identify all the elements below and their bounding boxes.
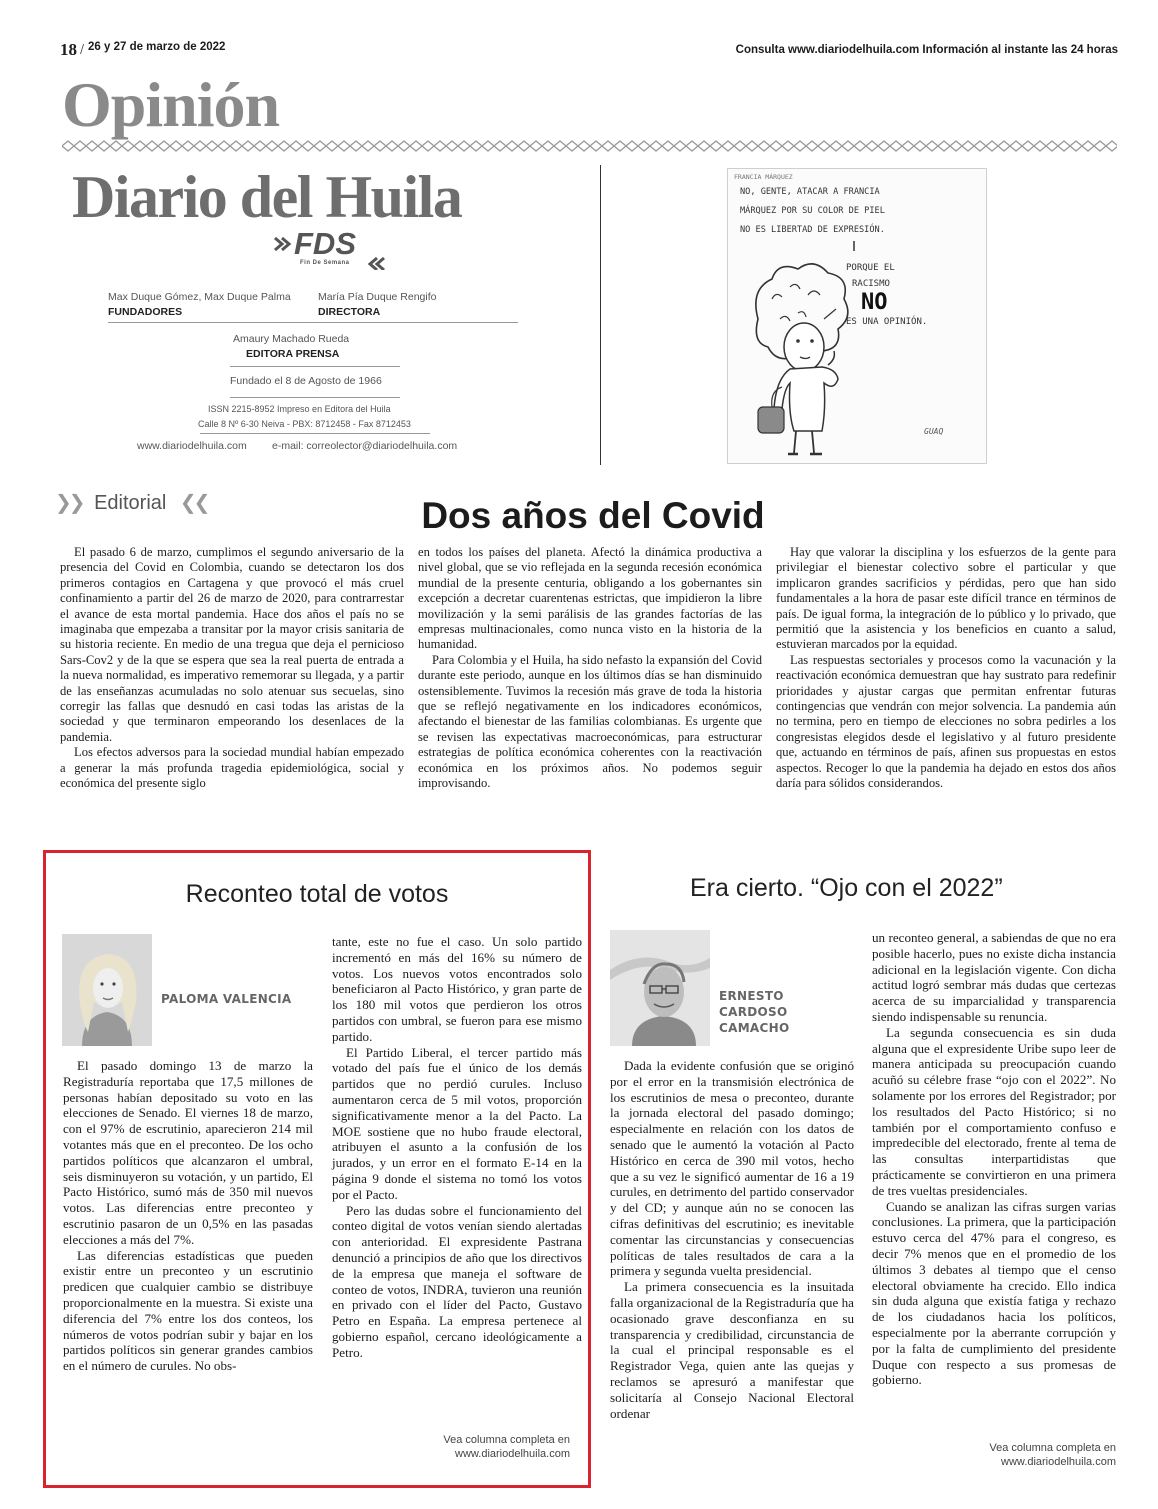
column-left-author: PALOMA VALENCIA <box>161 992 292 1006</box>
author-line: CARDOSO <box>719 1005 788 1019</box>
paragraph: El Partido Liberal, el tercer partido más votado del país fue el único de los demás partidos que no perdió curules. Incluso aumentaron cerca de 5 mil votos, proporción significativamente menor a la del Pacto. La MOE sostiene que no hubo fraude electoral, atribuyen el asunto a la confusión de los jurados, y un error en el formato E-14 en la página 9 donde el sistema no tomó los votos por el Pacto. <box>332 1044 582 1202</box>
column-left-more-label: Vea columna completa en <box>443 1434 570 1446</box>
column-left-more-link[interactable]: www.diariodelhuila.com <box>455 1448 570 1460</box>
cartoon-line-7: ES UNA OPINIÓN. <box>846 317 928 327</box>
author-portrait-icon <box>62 934 152 1046</box>
director-role: DIRECTORA <box>318 306 381 318</box>
author-photo <box>610 930 710 1046</box>
fds-logo <box>272 226 387 270</box>
masthead-web[interactable]: www.diariodelhuila.com <box>137 440 247 452</box>
address: Calle 8 Nº 6-30 Neiva - PBX: 8712458 - Fax 8712453 <box>198 419 411 429</box>
director-name: María Pía Duque Rengifo <box>318 291 437 303</box>
page-separator: / <box>80 42 85 56</box>
paragraph: Pero las dudas sobre el funcionamiento del conteo digital de votos venían siendo alertadas con anterioridad. El expresidente Pastrana denunció a principios de año que los directivos de la empresa que maneja el software de conteo de votos, INDRA, tuvieron una reunión en privado con el líder del Pacto, Gustavo Petro en España. La empresa pertenece al gobierno español, cercano ideológicamente a Petro. <box>332 1202 582 1360</box>
masthead-email[interactable]: e-mail: correolector@diariodelhuila.com <box>272 440 458 452</box>
paragraph: Las respuestas sectoriales y procesos como la vacunación y la reactivación económica demuestran que hay sustrato para redefinir prioridades y ajustar cargas que permitan enfrentar futuras contingencias que vendrán con mejor solvencia. La pandemia aún no termina, pero en tiempo de elecciones no sobra pedirles a los congresistas elegidos desde el legislativo y al futuro presidente que, actuando en términos de país, afinen sus propuestas en estos aspectos. Recoger lo que la pandemia ha dejado en estos dos años daría para sólidos considerandos. <box>776 652 1116 791</box>
founders-role: FUNDADORES <box>108 306 183 318</box>
editorial-column-3 <box>776 545 1116 792</box>
paragraph: El pasado domingo 13 de marzo la Registraduría reportaba que 17,5 millones de personas habían depositado su voto en las elecciones de Senado. El viernes 18 de marzo, con el 97% de escrutinio, aparecieron 214 mil votantes más que en el preconteo. De los ocho partidos políticos que alcanzaron el umbral, seis disminuyeron su votación, y un partido, El Pacto Histórico, sumó más de 350 mil nuevos votos. Las diferencias entre preconteo y escrutinio pasaron de un 0,5% en las pasadas elecciones a más del 7%. <box>63 1058 313 1247</box>
editorial-cartoon <box>727 168 987 464</box>
author-portrait-icon <box>610 930 710 1046</box>
paragraph: El pasado 6 de marzo, cumplimos el segundo aniversario de la presencia del Covid en Colombia, cuando se detectaron los dos primeros contagios en Cartagena y que provocó el más cruel confinamiento a partir del 26 de marzo de 2020, para contrarrestar el avance de esta mortal pandemia. Hace dos años el país no se imaginaba que empezaba a transitar por la mayor crisis sanitaria de su historia reciente. En medio de una tregua que deja el pernicioso Sars-Cov2 y de la que se espera que sea la real puerta de entrada a la nueva normalidad, es imperativo rememorar su llegada, y a partir de las enseñanzas acumuladas no solo atenuar sus secuelas, sino corregir las fallas que desnudó en casi todas las aristas de la sociedad y que terminaron empeorando los desenlaces de la pandemia. <box>60 545 404 744</box>
column-right-title: Era cierto. “Ojo con el 2022” <box>690 874 1003 902</box>
masthead-rule <box>230 366 400 367</box>
author-line: ERNESTO <box>719 989 784 1003</box>
section-title: Opinión <box>62 69 280 140</box>
masthead-rule <box>108 322 518 323</box>
cartoon-line-4: PORQUE EL <box>846 263 895 273</box>
paragraph: Hay que valorar la disciplina y los esfuerzos de la gente para privilegiar el bienestar colectivo sobre el particular y que implicaron grandes sacrificios y pérdidas, pero que han sido fundamentales a la hora de pasar este difícil trance en términos de país. De igual forma, la integración de lo público y lo privado, que permitió que la asistencia y los beneficios en cuanto a salud, estuvieran marcados por la equidad. <box>776 545 1116 652</box>
cartoon-line-2: MÁRQUEZ POR SU COLOR DE PIEL <box>740 206 885 216</box>
column-left-title: Reconteo total de votos <box>185 880 449 908</box>
editor-role: EDITORA PRENSA <box>246 348 340 360</box>
editorial-headline: Dos años del Covid <box>421 495 765 536</box>
paragraph: La primera consecuencia es la insuitada falla organizacional de la Registraduría que ha ocasionado grave desconfianza en su transparencia y credibilidad, circunstancia de la cual el principal responsable es el Registrador Vega, quien ante las quejas y reclamos se apresuró a manifestar que solicitaría al Consejo Nacional Electoral ordenar <box>610 1279 854 1421</box>
paragraph: en todos los países del planeta. Afectó la dinámica productiva a nivel global, que se vio reflejada en la segunda recesión económica mundial de la presente centuria, obligando a los gobernantes sin excepción a decretar cuarentenas estrictas, que impidieron la libre movilización y la semi parálisis de las grandes factorías de las empresas multinacionales, como nunca visto en la historia de la humanidad. <box>418 545 762 652</box>
page-date: 26 y 27 de marzo de 2022 <box>88 41 226 53</box>
masthead-rule <box>230 397 400 398</box>
issn: ISSN 2215-8952 Impreso en Editora del Huila <box>208 404 391 414</box>
paragraph: Las diferencias estadísticas que pueden existir entre un preconteo y un escrutinio predicen que cualquier cambio se distribuye proporcionalmente en la muestra. Si existe una diferencia del 7% entre los dos conteos, los números de votos podrían subir y bajar en los partidos políticos sin generar grandes cambios en el número de curules. No obs- <box>63 1247 313 1374</box>
paragraph: La segunda consecuencia es sin duda alguna que el expresidente Uribe supo leer de manera anticipada su preocupación cuando acuñó su célebre frase “ojo con el 2022”. No solamente por los errores del Registrador; por los resultados del Pacto Histórico; si no también por el comportamiento confuso e impredecible del electorado, frente al tema de las consultas interpartidistas que prácticamente se convirtieron en una primera de tres vueltas presidenciales. <box>872 1024 1116 1198</box>
masthead-divider <box>600 165 601 465</box>
column-right-text-1 <box>610 1058 854 1421</box>
paragraph: Los efectos adversos para la sociedad mundial habían empezado a generar la más profunda tragedia epidemiológica, social y económica del presente siglo <box>60 745 404 791</box>
website-banner[interactable]: Consulta www.diariodelhuila.com Información al instante las 24 horas <box>735 44 1118 56</box>
editorial-column-2 <box>418 545 762 792</box>
newspaper-logo: Diario del Huila <box>72 164 462 230</box>
page-number: 18 <box>60 40 77 59</box>
fds-text: FDS <box>294 226 356 261</box>
paragraph: Cuando se analizan las cifras surgen varias conclusiones. La primera, que la participación estuvo cerca del 47% para el congreso, es decir 7% menos que en el promedio de los últimos 3 debates al tiempo que el censo electoral obviamente ha crecido. Ello indica sin duda alguna que existía fatiga y rechazo de los ciudadanos hacia los políticos, especialmente por la aberrante corrupción y por la falta de cumplimiento del presidente Duque con respecto a sus promesas de gobierno. <box>872 1198 1116 1388</box>
column-right-text-2 <box>872 930 1116 1388</box>
column-right-more-link[interactable]: www.diariodelhuila.com <box>1001 1456 1116 1468</box>
editor-name: Amaury Machado Rueda <box>233 333 350 345</box>
chevron-left-icon: ❮❮ <box>179 492 208 514</box>
author-photo <box>62 934 152 1046</box>
paragraph: Dada la evidente confusión que se originó por el error en la transmisión electrónica de los escrutinios de mesa o preconteo, durante la jornada electoral del pasado domingo; especialmente en relación con los datos de senado que le aumentó la votación al Pacto Histórico en cerca de 390 mil votos, hecho que a su vez le significó aumentar de 16 a 19 curules, en detrimento del partido conservador y del CD; y aunque aún no se conocen las cifras definitivas del escrutinio; es inevitable comentar las circunstancias y consecuencias políticas de tales resultados de cara a la primera y segunda vuelta presidencial. <box>610 1058 854 1279</box>
masthead-rule <box>200 433 430 434</box>
cartoon-line-1: NO, GENTE, ATACAR A FRANCIA <box>740 187 880 197</box>
cartoon-line-6: NO <box>861 290 888 315</box>
paragraph: un reconteo general, a sabiendas de que no era posible hacerlo, pues no existe dicha instancia adicional en la legislación vigente. Con dicha actitud logró sembrar más dudas que certezas acerca de su imparcialidad y transparencia siendo indispensable su renuncia. <box>872 930 1116 1024</box>
editorial-kicker-label: Editorial <box>94 492 167 514</box>
column-left-text-1 <box>63 1058 313 1374</box>
decorative-divider <box>62 140 1117 152</box>
chevron-right-icon: ❯❯ <box>55 492 83 514</box>
cartoon-label: FRANCIA MÁRQUEZ <box>734 173 793 181</box>
cartoon-drawing-icon <box>728 169 988 465</box>
founded-date: Fundado el 8 de Agosto de 1966 <box>230 375 382 387</box>
column-right-author <box>719 988 789 1036</box>
cartoon-signature: GUAQ <box>924 427 944 436</box>
cartoon-line-3: NO ES LIBERTAD DE EXPRESIÓN. <box>740 225 885 235</box>
author-line: CAMACHO <box>719 1021 790 1035</box>
founders-names: Max Duque Gómez, Max Duque Palma <box>108 291 291 303</box>
editorial-column-1 <box>60 545 404 792</box>
column-right-more-label: Vea columna completa en <box>989 1442 1116 1454</box>
paragraph: Para Colombia y el Huila, ha sido nefasto la expansión del Covid durante este periodo, aunque en los últimos días se han disminuido ostensiblemente. Tuvimos la recesión más grave de toda la historia que se reflejó negativamente en los indicadores económicos, afectando el bienestar de las familias colombianas. Es urgente que se revisen las expectativas macroeconómicas, para estructurar estrategias de política económica coherentes con la reactivación económica en los próximos años. No podemos seguir improvisando. <box>418 652 762 791</box>
fds-caption: Fin De Semana <box>300 260 350 266</box>
column-left-text-2 <box>332 934 582 1361</box>
paragraph: tante, este no fue el caso. Un solo partido incrementó en más del 16% su número de votos. Los nuevos votos encontrados solo beneficiaron al Pacto Histórico, y gran parte de los 180 mil votos que perdieron los otros partidos con umbral, se fueron para ese mismo partido. <box>332 934 582 1044</box>
cartoon-line-5: RACISMO <box>852 279 890 289</box>
